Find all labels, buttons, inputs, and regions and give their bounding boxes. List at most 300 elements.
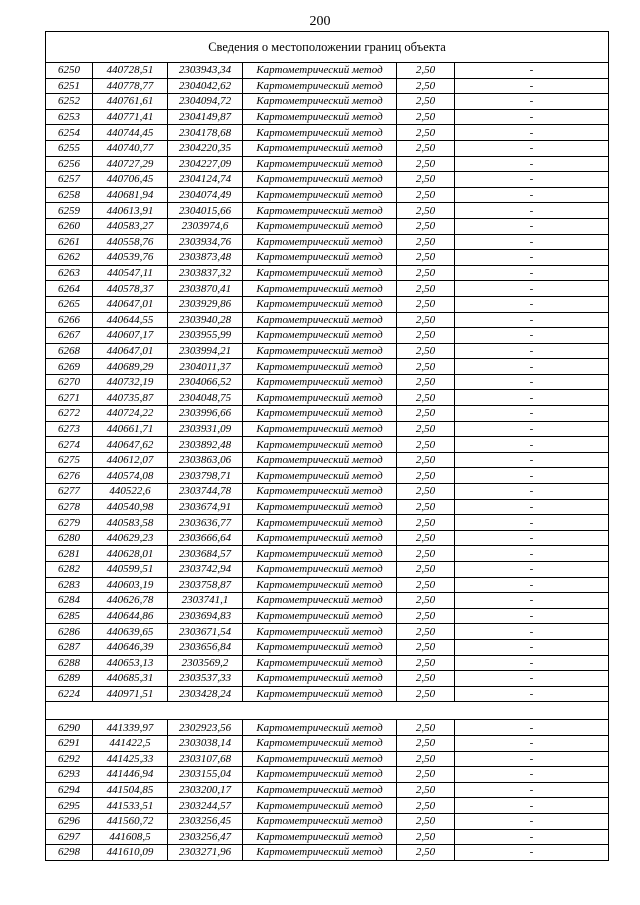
y-coordinate-cell: 2303934,76: [168, 234, 243, 250]
point-number-cell: 6286: [46, 624, 93, 640]
y-coordinate-cell: 2303870,41: [168, 281, 243, 297]
page-number: 200: [309, 14, 331, 29]
accuracy-cell: 2,50: [397, 281, 455, 297]
table-row: [46, 172, 609, 188]
accuracy-cell: 2,50: [397, 421, 455, 437]
description-cell: -: [455, 720, 609, 736]
x-coordinate-cell: 441608,5: [93, 829, 168, 845]
accuracy-cell: 2,50: [397, 250, 455, 266]
y-coordinate-cell: 2303744,78: [168, 484, 243, 500]
accuracy-cell: 2,50: [397, 798, 455, 814]
y-coordinate-cell: 2303666,64: [168, 530, 243, 546]
description-cell: -: [455, 735, 609, 751]
table-row: [46, 125, 609, 141]
description-cell: -: [455, 343, 609, 359]
point-number-cell: 6270: [46, 374, 93, 390]
table-row: [46, 390, 609, 406]
point-number-cell: 6275: [46, 452, 93, 468]
accuracy-cell: 2,50: [397, 813, 455, 829]
method-cell: Картометрический метод: [243, 328, 397, 344]
x-coordinate-cell: 440539,76: [93, 250, 168, 266]
table-row: [46, 109, 609, 125]
y-coordinate-cell: 2303428,24: [168, 686, 243, 702]
method-cell: Картометрический метод: [243, 686, 397, 702]
description-cell: -: [455, 499, 609, 515]
y-coordinate-cell: 2303798,71: [168, 468, 243, 484]
table-row: [46, 782, 609, 798]
description-cell: -: [455, 515, 609, 531]
description-cell: -: [455, 437, 609, 453]
point-number-cell: 6293: [46, 767, 93, 783]
point-number-cell: 6259: [46, 203, 93, 219]
point-number-cell: 6277: [46, 484, 93, 500]
table-row: [46, 281, 609, 297]
table-row: [46, 250, 609, 266]
y-coordinate-cell: 2303974,6: [168, 218, 243, 234]
description-cell: -: [455, 78, 609, 94]
accuracy-cell: 2,50: [397, 452, 455, 468]
table-row: [46, 593, 609, 609]
description-cell: -: [455, 374, 609, 390]
x-coordinate-cell: 440661,71: [93, 421, 168, 437]
x-coordinate-cell: 440681,94: [93, 187, 168, 203]
y-coordinate-cell: 2303656,84: [168, 639, 243, 655]
method-cell: Картометрический метод: [243, 218, 397, 234]
method-cell: Картометрический метод: [243, 109, 397, 125]
table-row: [46, 63, 609, 79]
accuracy-cell: 2,50: [397, 484, 455, 500]
y-coordinate-cell: 2303940,28: [168, 312, 243, 328]
y-coordinate-cell: 2302923,56: [168, 720, 243, 736]
description-cell: -: [455, 187, 609, 203]
accuracy-cell: 2,50: [397, 296, 455, 312]
method-cell: Картометрический метод: [243, 484, 397, 500]
method-cell: Картометрический метод: [243, 296, 397, 312]
x-coordinate-cell: 440647,62: [93, 437, 168, 453]
point-number-cell: 6297: [46, 829, 93, 845]
table-row: [46, 296, 609, 312]
description-cell: -: [455, 296, 609, 312]
table-row: [46, 468, 609, 484]
description-cell: -: [455, 250, 609, 266]
accuracy-cell: 2,50: [397, 156, 455, 172]
method-cell: Картометрический метод: [243, 530, 397, 546]
table-row: [46, 608, 609, 624]
x-coordinate-cell: 441422,5: [93, 735, 168, 751]
method-cell: Картометрический метод: [243, 156, 397, 172]
x-coordinate-cell: 441504,85: [93, 782, 168, 798]
table-row: [46, 359, 609, 375]
point-number-cell: 6263: [46, 265, 93, 281]
method-cell: Картометрический метод: [243, 813, 397, 829]
table-row: [46, 562, 609, 578]
table-row: [46, 265, 609, 281]
x-coordinate-cell: 440685,31: [93, 671, 168, 687]
table-row: [46, 312, 609, 328]
accuracy-cell: 2,50: [397, 468, 455, 484]
table-row: [46, 499, 609, 515]
boundary-table: [45, 31, 609, 861]
method-cell: Картометрический метод: [243, 125, 397, 141]
accuracy-cell: 2,50: [397, 312, 455, 328]
description-cell: -: [455, 218, 609, 234]
method-cell: Картометрический метод: [243, 499, 397, 515]
point-number-cell: 6253: [46, 109, 93, 125]
x-coordinate-cell: 440971,51: [93, 686, 168, 702]
method-cell: Картометрический метод: [243, 608, 397, 624]
method-cell: Картометрический метод: [243, 577, 397, 593]
accuracy-cell: 2,50: [397, 782, 455, 798]
point-number-cell: 6279: [46, 515, 93, 531]
x-coordinate-cell: 440583,58: [93, 515, 168, 531]
description-cell: -: [455, 593, 609, 609]
point-number-cell: 6267: [46, 328, 93, 344]
table-row: [46, 78, 609, 94]
accuracy-cell: 2,50: [397, 390, 455, 406]
y-coordinate-cell: 2304094,72: [168, 94, 243, 110]
description-cell: -: [455, 484, 609, 500]
method-cell: Картометрический метод: [243, 281, 397, 297]
point-number-cell: 6281: [46, 546, 93, 562]
x-coordinate-cell: 440613,91: [93, 203, 168, 219]
y-coordinate-cell: 2304220,35: [168, 140, 243, 156]
y-coordinate-cell: 2304048,75: [168, 390, 243, 406]
method-cell: Картометрический метод: [243, 546, 397, 562]
point-number-cell: 6266: [46, 312, 93, 328]
x-coordinate-cell: 441610,09: [93, 845, 168, 861]
y-coordinate-cell: 2303256,45: [168, 813, 243, 829]
point-number-cell: 6258: [46, 187, 93, 203]
point-number-cell: 6295: [46, 798, 93, 814]
accuracy-cell: 2,50: [397, 751, 455, 767]
point-number-cell: 6280: [46, 530, 93, 546]
point-number-cell: 6274: [46, 437, 93, 453]
table-row: [46, 767, 609, 783]
y-coordinate-cell: 2304042,62: [168, 78, 243, 94]
accuracy-cell: 2,50: [397, 63, 455, 79]
description-cell: -: [455, 562, 609, 578]
y-coordinate-cell: 2303684,57: [168, 546, 243, 562]
point-number-cell: 6254: [46, 125, 93, 141]
method-cell: Картометрический метод: [243, 94, 397, 110]
method-cell: Картометрический метод: [243, 671, 397, 687]
accuracy-cell: 2,50: [397, 686, 455, 702]
x-coordinate-cell: 441533,51: [93, 798, 168, 814]
accuracy-cell: 2,50: [397, 735, 455, 751]
accuracy-cell: 2,50: [397, 140, 455, 156]
table-row: [46, 140, 609, 156]
description-cell: -: [455, 751, 609, 767]
accuracy-cell: 2,50: [397, 720, 455, 736]
y-coordinate-cell: 2304178,68: [168, 125, 243, 141]
y-coordinate-cell: 2303038,14: [168, 735, 243, 751]
y-coordinate-cell: 2304124,74: [168, 172, 243, 188]
y-coordinate-cell: 2304227,09: [168, 156, 243, 172]
accuracy-cell: 2,50: [397, 172, 455, 188]
description-cell: -: [455, 608, 609, 624]
table-row: [46, 829, 609, 845]
description-cell: -: [455, 359, 609, 375]
y-coordinate-cell: 2303200,17: [168, 782, 243, 798]
point-number-cell: 6250: [46, 63, 93, 79]
point-number-cell: 6294: [46, 782, 93, 798]
method-cell: Картометрический метод: [243, 624, 397, 640]
y-coordinate-cell: 2303863,06: [168, 452, 243, 468]
y-coordinate-cell: 2303107,68: [168, 751, 243, 767]
method-cell: Картометрический метод: [243, 593, 397, 609]
accuracy-cell: 2,50: [397, 125, 455, 141]
x-coordinate-cell: 441339,97: [93, 720, 168, 736]
point-number-cell: 6265: [46, 296, 93, 312]
accuracy-cell: 2,50: [397, 608, 455, 624]
description-cell: -: [455, 452, 609, 468]
y-coordinate-cell: 2303244,57: [168, 798, 243, 814]
x-coordinate-cell: 440547,11: [93, 265, 168, 281]
description-cell: -: [455, 265, 609, 281]
description-cell: -: [455, 140, 609, 156]
x-coordinate-cell: 440612,07: [93, 452, 168, 468]
x-coordinate-cell: 440626,78: [93, 593, 168, 609]
y-coordinate-cell: 2303741,1: [168, 593, 243, 609]
x-coordinate-cell: 440644,55: [93, 312, 168, 328]
accuracy-cell: 2,50: [397, 671, 455, 687]
table-row: [46, 751, 609, 767]
accuracy-cell: 2,50: [397, 234, 455, 250]
method-cell: Картометрический метод: [243, 406, 397, 422]
accuracy-cell: 2,50: [397, 78, 455, 94]
point-number-cell: 6298: [46, 845, 93, 861]
x-coordinate-cell: 440728,51: [93, 63, 168, 79]
description-cell: -: [455, 203, 609, 219]
method-cell: Картометрический метод: [243, 359, 397, 375]
table-row: [46, 452, 609, 468]
table-row: [46, 671, 609, 687]
accuracy-cell: 2,50: [397, 374, 455, 390]
x-coordinate-cell: 441425,33: [93, 751, 168, 767]
accuracy-cell: 2,50: [397, 530, 455, 546]
y-coordinate-cell: 2304149,87: [168, 109, 243, 125]
x-coordinate-cell: 440732,19: [93, 374, 168, 390]
method-cell: Картометрический метод: [243, 655, 397, 671]
point-number-cell: 6289: [46, 671, 93, 687]
accuracy-cell: 2,50: [397, 343, 455, 359]
method-cell: Картометрический метод: [243, 562, 397, 578]
accuracy-cell: 2,50: [397, 218, 455, 234]
point-number-cell: 6264: [46, 281, 93, 297]
table-row: [46, 530, 609, 546]
description-cell: -: [455, 655, 609, 671]
accuracy-cell: 2,50: [397, 203, 455, 219]
accuracy-cell: 2,50: [397, 767, 455, 783]
y-coordinate-cell: 2303837,32: [168, 265, 243, 281]
table-row: [46, 735, 609, 751]
x-coordinate-cell: 440522,6: [93, 484, 168, 500]
y-coordinate-cell: 2304011,37: [168, 359, 243, 375]
x-coordinate-cell: 441560,72: [93, 813, 168, 829]
table-row: [46, 374, 609, 390]
point-number-cell: 6283: [46, 577, 93, 593]
table-header-row: [46, 32, 609, 63]
table-row: [46, 845, 609, 861]
table-title: Сведения о местоположении границ объекта: [46, 32, 609, 63]
x-coordinate-cell: 440603,19: [93, 577, 168, 593]
method-cell: Картометрический метод: [243, 468, 397, 484]
method-cell: Картометрический метод: [243, 140, 397, 156]
y-coordinate-cell: 2303569,2: [168, 655, 243, 671]
method-cell: Картометрический метод: [243, 782, 397, 798]
accuracy-cell: 2,50: [397, 577, 455, 593]
description-cell: -: [455, 94, 609, 110]
description-cell: -: [455, 813, 609, 829]
y-coordinate-cell: 2304015,66: [168, 203, 243, 219]
description-cell: -: [455, 172, 609, 188]
table-row: [46, 94, 609, 110]
x-coordinate-cell: 440628,01: [93, 546, 168, 562]
y-coordinate-cell: 2303931,09: [168, 421, 243, 437]
description-cell: -: [455, 845, 609, 861]
x-coordinate-cell: 440558,76: [93, 234, 168, 250]
point-number-cell: 6268: [46, 343, 93, 359]
x-coordinate-cell: 440578,37: [93, 281, 168, 297]
table-row: [46, 421, 609, 437]
x-coordinate-cell: 440599,51: [93, 562, 168, 578]
x-coordinate-cell: 440706,45: [93, 172, 168, 188]
x-coordinate-cell: 440647,01: [93, 296, 168, 312]
point-number-cell: 6287: [46, 639, 93, 655]
x-coordinate-cell: 441446,94: [93, 767, 168, 783]
x-coordinate-cell: 440744,45: [93, 125, 168, 141]
method-cell: Картометрический метод: [243, 63, 397, 79]
table-row: [46, 218, 609, 234]
y-coordinate-cell: 2304074,49: [168, 187, 243, 203]
x-coordinate-cell: 440689,29: [93, 359, 168, 375]
accuracy-cell: 2,50: [397, 359, 455, 375]
method-cell: Картометрический метод: [243, 421, 397, 437]
y-coordinate-cell: 2303674,91: [168, 499, 243, 515]
point-number-cell: 6271: [46, 390, 93, 406]
method-cell: Картометрический метод: [243, 735, 397, 751]
x-coordinate-cell: 440727,29: [93, 156, 168, 172]
x-coordinate-cell: 440607,17: [93, 328, 168, 344]
table-row: [46, 813, 609, 829]
x-coordinate-cell: 440540,98: [93, 499, 168, 515]
y-coordinate-cell: 2304066,52: [168, 374, 243, 390]
table-row: [46, 343, 609, 359]
method-cell: Картометрический метод: [243, 265, 397, 281]
accuracy-cell: 2,50: [397, 845, 455, 861]
x-coordinate-cell: 440778,77: [93, 78, 168, 94]
description-cell: -: [455, 671, 609, 687]
description-cell: -: [455, 125, 609, 141]
description-cell: -: [455, 281, 609, 297]
table-row: [46, 328, 609, 344]
table-row: [46, 515, 609, 531]
table-row: [46, 546, 609, 562]
y-coordinate-cell: 2303636,77: [168, 515, 243, 531]
point-number-cell: 6290: [46, 720, 93, 736]
accuracy-cell: 2,50: [397, 639, 455, 655]
accuracy-cell: 2,50: [397, 187, 455, 203]
point-number-cell: 6255: [46, 140, 93, 156]
method-cell: Картометрический метод: [243, 203, 397, 219]
separator-cell: [46, 702, 609, 720]
accuracy-cell: 2,50: [397, 515, 455, 531]
group-separator-row: [46, 702, 609, 720]
x-coordinate-cell: 440644,86: [93, 608, 168, 624]
method-cell: Картометрический метод: [243, 452, 397, 468]
x-coordinate-cell: 440771,41: [93, 109, 168, 125]
y-coordinate-cell: 2303256,47: [168, 829, 243, 845]
description-cell: -: [455, 328, 609, 344]
point-number-cell: 6251: [46, 78, 93, 94]
accuracy-cell: 2,50: [397, 624, 455, 640]
accuracy-cell: 2,50: [397, 109, 455, 125]
table-row: [46, 484, 609, 500]
description-cell: -: [455, 63, 609, 79]
table-row: [46, 686, 609, 702]
point-number-cell: 6260: [46, 218, 93, 234]
description-cell: -: [455, 639, 609, 655]
description-cell: -: [455, 468, 609, 484]
y-coordinate-cell: 2303996,66: [168, 406, 243, 422]
point-number-cell: 6252: [46, 94, 93, 110]
x-coordinate-cell: 440724,22: [93, 406, 168, 422]
table-row: [46, 203, 609, 219]
accuracy-cell: 2,50: [397, 593, 455, 609]
point-number-cell: 6256: [46, 156, 93, 172]
method-cell: Картометрический метод: [243, 515, 397, 531]
y-coordinate-cell: 2303271,96: [168, 845, 243, 861]
y-coordinate-cell: 2303671,54: [168, 624, 243, 640]
method-cell: Картометрический метод: [243, 172, 397, 188]
description-cell: -: [455, 530, 609, 546]
point-number-cell: 6273: [46, 421, 93, 437]
x-coordinate-cell: 440740,77: [93, 140, 168, 156]
description-cell: -: [455, 577, 609, 593]
accuracy-cell: 2,50: [397, 546, 455, 562]
point-number-cell: 6276: [46, 468, 93, 484]
method-cell: Картометрический метод: [243, 798, 397, 814]
x-coordinate-cell: 440583,27: [93, 218, 168, 234]
accuracy-cell: 2,50: [397, 829, 455, 845]
description-cell: -: [455, 767, 609, 783]
table-row: [46, 437, 609, 453]
y-coordinate-cell: 2303758,87: [168, 577, 243, 593]
method-cell: Картометрический метод: [243, 78, 397, 94]
point-number-cell: 6269: [46, 359, 93, 375]
method-cell: Картометрический метод: [243, 639, 397, 655]
accuracy-cell: 2,50: [397, 562, 455, 578]
method-cell: Картометрический метод: [243, 390, 397, 406]
method-cell: Картометрический метод: [243, 343, 397, 359]
method-cell: Картометрический метод: [243, 720, 397, 736]
y-coordinate-cell: 2303694,83: [168, 608, 243, 624]
point-number-cell: 6285: [46, 608, 93, 624]
table-row: [46, 234, 609, 250]
description-cell: -: [455, 546, 609, 562]
method-cell: Картометрический метод: [243, 845, 397, 861]
x-coordinate-cell: 440735,87: [93, 390, 168, 406]
x-coordinate-cell: 440653,13: [93, 655, 168, 671]
method-cell: Картометрический метод: [243, 250, 397, 266]
description-cell: -: [455, 624, 609, 640]
y-coordinate-cell: 2303929,86: [168, 296, 243, 312]
y-coordinate-cell: 2303943,34: [168, 63, 243, 79]
method-cell: Картометрический метод: [243, 437, 397, 453]
accuracy-cell: 2,50: [397, 265, 455, 281]
description-cell: -: [455, 406, 609, 422]
point-number-cell: 6284: [46, 593, 93, 609]
